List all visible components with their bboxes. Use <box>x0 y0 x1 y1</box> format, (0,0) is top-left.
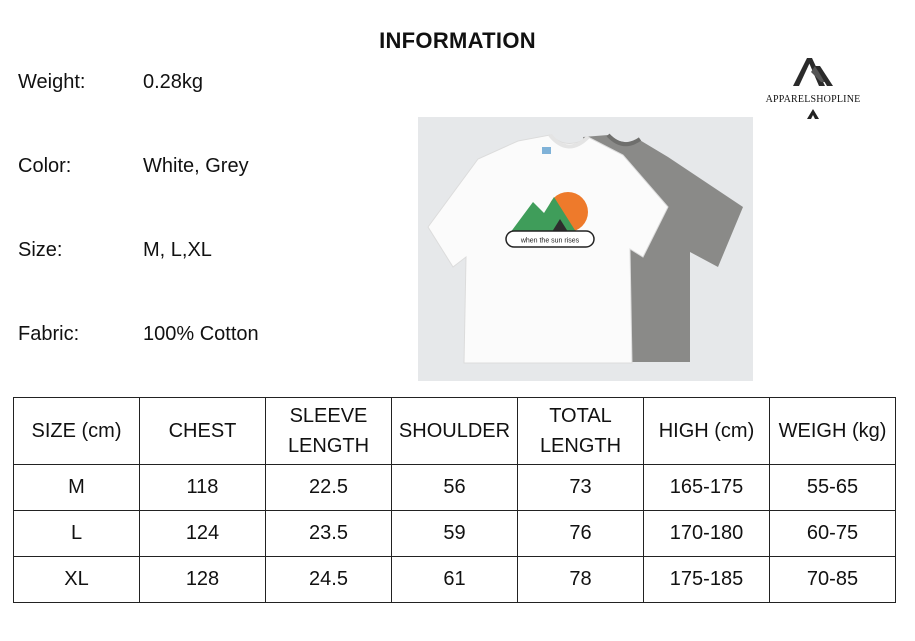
brand-name: APPARELSHOPLINE <box>765 94 861 105</box>
table-cell: 118 <box>140 465 266 511</box>
table-cell: 70-85 <box>770 557 896 603</box>
table-cell: 24.5 <box>266 557 392 603</box>
print-text: when the sun rises <box>520 237 580 245</box>
spec-weight-value: 0.28kg <box>143 71 204 93</box>
table-cell: L <box>14 511 140 557</box>
product-image <box>418 117 753 381</box>
table-cell: 60-75 <box>770 511 896 557</box>
table-row <box>14 557 896 603</box>
header-total-length: TOTAL LENGTH <box>518 398 644 465</box>
brand-small-mark-icon <box>807 109 819 119</box>
table-cell: 22.5 <box>266 465 392 511</box>
table-cell: 170-180 <box>644 511 770 557</box>
table-cell: 175-185 <box>644 557 770 603</box>
spec-color-label: Color: <box>18 155 72 177</box>
header-high: HIGH (cm) <box>644 398 770 465</box>
table-row <box>14 511 896 557</box>
spec-size-label: Size: <box>18 239 63 261</box>
table-cell: 61 <box>392 557 518 603</box>
table-cell: 128 <box>140 557 266 603</box>
spec-color-value: White, Grey <box>143 155 249 177</box>
size-chart-table <box>13 397 896 603</box>
table-cell: 73 <box>518 465 644 511</box>
header-chest: CHEST <box>140 398 266 465</box>
header-shoulder: SHOULDER <box>392 398 518 465</box>
table-cell: 76 <box>518 511 644 557</box>
table-cell: 23.5 <box>266 511 392 557</box>
table-cell: 124 <box>140 511 266 557</box>
brand-logo-mark-icon <box>791 52 835 88</box>
header-size: SIZE (cm) <box>14 398 140 465</box>
spec-weight-label: Weight: <box>18 71 86 93</box>
table-header-row <box>14 398 896 465</box>
table-cell: XL <box>14 557 140 603</box>
tshirt-photo <box>418 117 753 381</box>
spec-size-value: M, L,XL <box>143 239 212 261</box>
table-cell: M <box>14 465 140 511</box>
table-row <box>14 465 896 511</box>
header-sleeve-length: SLEEVE LENGTH <box>266 398 392 465</box>
table-cell: 59 <box>392 511 518 557</box>
table-cell: 78 <box>518 557 644 603</box>
page-title: INFORMATION <box>379 28 536 53</box>
header-weigh: WEIGH (kg) <box>770 398 896 465</box>
brand-logo <box>758 52 868 124</box>
table-cell: 165-175 <box>644 465 770 511</box>
table-cell: 56 <box>392 465 518 511</box>
table-cell: 55-65 <box>770 465 896 511</box>
spec-fabric-label: Fabric: <box>18 323 80 345</box>
spec-fabric-value: 100% Cotton <box>143 323 259 345</box>
